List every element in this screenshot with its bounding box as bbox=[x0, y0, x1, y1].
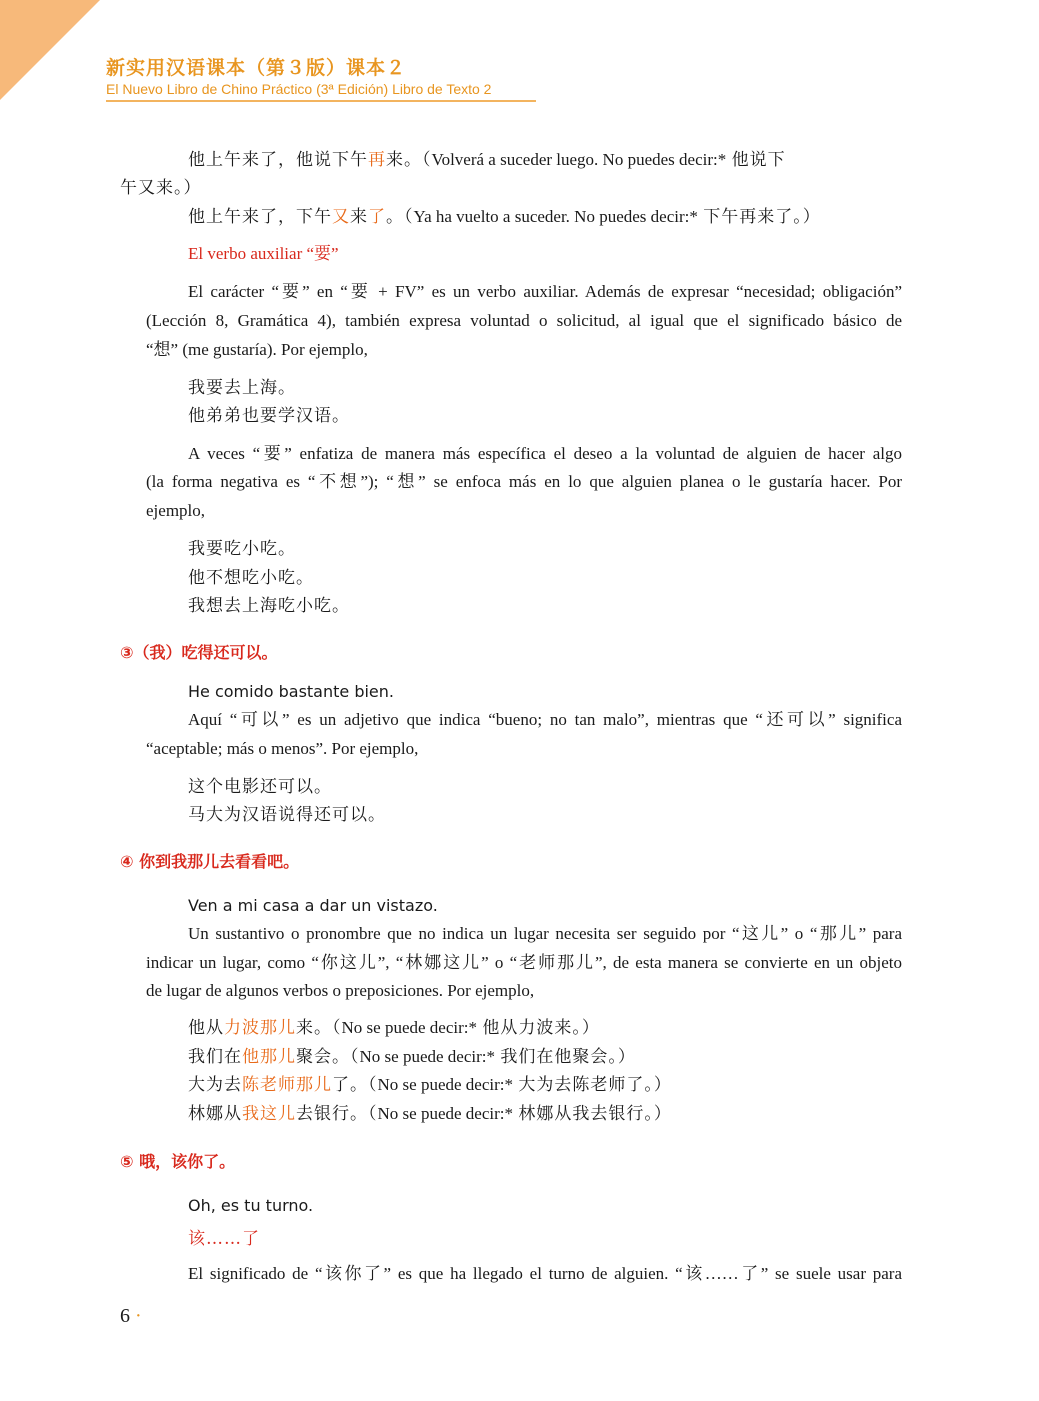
example-sentence: 他不想吃小吃。 bbox=[188, 568, 314, 588]
example-sentence: 这个电影还可以。 bbox=[188, 777, 332, 797]
text-es: No se puede decir:* bbox=[377, 1075, 513, 1094]
book-title-spanish: El Nuevo Libro de Chino Práctico (3ª Edición) Libro de Texto 2 bbox=[106, 80, 536, 102]
text-zh: 了。（ bbox=[332, 1075, 378, 1095]
highlight-word: 又 bbox=[332, 207, 350, 227]
highlight-word: 我这儿 bbox=[242, 1104, 296, 1124]
text-zh: 他从力波来。） bbox=[482, 1018, 600, 1038]
page-number-value: 6 bbox=[120, 1305, 130, 1327]
paragraph-line: (la forma negativa es “不想”); “想” se enfoca más en lo que alguien planea o le gustaría hacer. Por bbox=[146, 472, 902, 491]
paragraph-line: ejemplo, bbox=[146, 501, 206, 520]
text-zh: 大为去陈老师了。） bbox=[518, 1075, 672, 1095]
text-zh: 大为去 bbox=[188, 1075, 242, 1095]
example-line bbox=[188, 205, 821, 229]
text-zh: 他上午来了，下午 bbox=[188, 207, 332, 227]
text-zh: 他说下 bbox=[731, 150, 786, 170]
example-line bbox=[188, 148, 786, 172]
text-zh: 林娜从我去银行。） bbox=[518, 1104, 672, 1124]
highlight-word: 力波那儿 bbox=[224, 1018, 296, 1038]
text-zh: 林娜从 bbox=[188, 1104, 242, 1124]
text-zh: 来。（ bbox=[296, 1018, 342, 1038]
text-es: Ya ha vuelto a suceder. No puedes decir:* bbox=[413, 207, 698, 226]
paragraph-line: A veces “要” enfatiza de manera más específica el deseo a la voluntad de alguien de hacer algo bbox=[188, 444, 902, 463]
example-line bbox=[188, 1016, 600, 1040]
paragraph-line: Un sustantivo o pronombre que no indica un lugar necesita ser seguido por “这儿” o “那儿” para bbox=[188, 924, 902, 943]
example-sentence: 我要吃小吃。 bbox=[188, 539, 296, 559]
page-header bbox=[106, 56, 536, 102]
subheading-gai: 该……了 bbox=[188, 1229, 260, 1249]
highlight-word: 了 bbox=[368, 207, 386, 227]
text-es: No se puede decir:* bbox=[377, 1104, 513, 1123]
text-es: No se puede decir:* bbox=[341, 1018, 477, 1037]
section-heading-3: ③（我）吃得还可以。 bbox=[120, 643, 278, 662]
example-sentence: 我想去上海吃小吃。 bbox=[188, 596, 350, 616]
paragraph-line: Aquí “可以” es un adjetivo que indica “bueno; no tan malo”, mientras que “还可以” significa bbox=[188, 710, 902, 729]
example-sentence: 马大为汉语说得还可以。 bbox=[188, 805, 386, 825]
example-sentence: 他弟弟也要学汉语。 bbox=[188, 406, 350, 426]
text-zh: 我们在他聚会。） bbox=[500, 1047, 636, 1067]
text-es: No se puede decir:* bbox=[359, 1047, 495, 1066]
text-zh: 。（ bbox=[386, 207, 414, 227]
section-heading-4: ④ 你到我那儿去看看吧。 bbox=[120, 852, 300, 871]
section-heading-5: ⑤ 哦，该你了。 bbox=[120, 1152, 236, 1171]
section-translation: Ven a mi casa a dar un vistazo. bbox=[188, 896, 438, 915]
highlight-word: 陈老师那儿 bbox=[242, 1075, 332, 1095]
paragraph-line: “想” (me gustaría). Por ejemplo, bbox=[146, 340, 368, 359]
highlight-word: 他那儿 bbox=[242, 1047, 296, 1067]
example-line bbox=[188, 1073, 672, 1097]
paragraph-line: “aceptable; más o menos”. Por ejemplo, bbox=[146, 739, 419, 758]
page-number-dot: · bbox=[135, 1305, 142, 1327]
text-zh: 去银行。（ bbox=[296, 1104, 378, 1124]
paragraph-line: El carácter “要” en “要 + FV” es un verbo auxiliar. Además de expresar “necesidad; obligación” bbox=[188, 282, 902, 301]
text-zh: 他从 bbox=[188, 1018, 224, 1038]
corner-decoration bbox=[0, 0, 100, 100]
example-sentence: 我要去上海。 bbox=[188, 378, 296, 398]
paragraph-line: indicar un lugar, como “你这儿”, “林娜这儿” o “老师那儿”, de esta manera se convierte en un objeto bbox=[146, 953, 902, 972]
section-translation: Oh, es tu turno. bbox=[188, 1196, 314, 1215]
text-es: Volverá a suceder luego. No puedes decir:* bbox=[431, 150, 727, 169]
text-zh: 下午再来了。） bbox=[703, 207, 821, 227]
page-number bbox=[120, 1305, 142, 1328]
example-line bbox=[188, 1102, 672, 1126]
text-zh: 他上午来了，他说下午 bbox=[188, 150, 368, 170]
text-zh: 来。（ bbox=[386, 150, 432, 170]
section-translation: He comido bastante bien. bbox=[188, 682, 394, 701]
paragraph-line: (Lección 8, Gramática 4), también expresa voluntad o solicitud, al igual que el significado básico de bbox=[146, 311, 902, 330]
text-zh: 来 bbox=[350, 207, 368, 227]
book-title-chinese: 新实用汉语课本（第３版）课本２ bbox=[106, 57, 407, 79]
highlight-word: 再 bbox=[368, 150, 386, 170]
text-zh: 我们在 bbox=[188, 1047, 242, 1067]
subheading-yao: El verbo auxiliar “要” bbox=[188, 244, 339, 263]
example-line-continued: 午又来。） bbox=[120, 178, 202, 198]
example-line bbox=[188, 1045, 636, 1069]
text-zh: 聚会。（ bbox=[296, 1047, 360, 1067]
paragraph-line: de lugar de algunos verbos o preposiciones. Por ejemplo, bbox=[146, 981, 535, 1000]
paragraph-line: El significado de “该你了” es que ha llegado el turno de alguien. “该……了” se suele usar para bbox=[188, 1264, 902, 1283]
